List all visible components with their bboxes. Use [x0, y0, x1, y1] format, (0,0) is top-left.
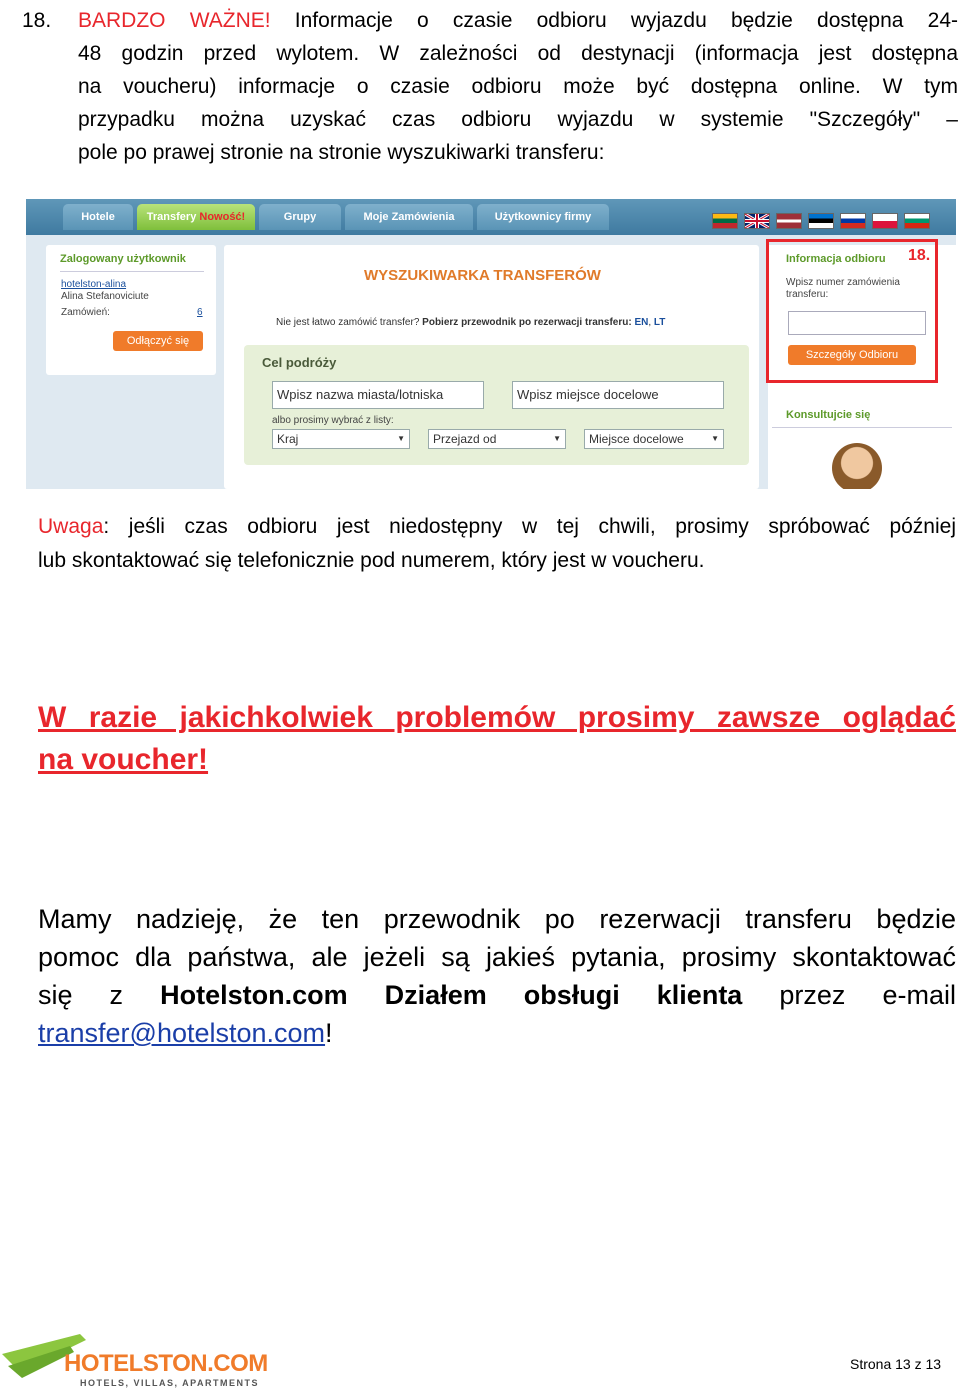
- tab-transfers[interactable]: Transfery Nowość!: [137, 204, 255, 230]
- flag-pl-icon[interactable]: [872, 213, 898, 229]
- consult-title: Konsultujcie się: [786, 409, 871, 421]
- from-select[interactable]: Przejazd od ▼: [428, 429, 566, 449]
- note-label: Uwaga: [38, 515, 104, 538]
- flag-ee-icon[interactable]: [808, 213, 834, 229]
- flag-ru-icon[interactable]: [840, 213, 866, 229]
- new-badge: Nowość!: [199, 211, 246, 223]
- tab-hotels[interactable]: Hotele: [63, 204, 133, 230]
- hotelston-logo: [0, 1332, 270, 1392]
- chevron-down-icon: ▼: [711, 434, 719, 443]
- country-select[interactable]: Kraj ▼: [272, 429, 410, 449]
- form-title: Cel podróży: [262, 355, 337, 370]
- step-line-3: na voucheru) informacje o czasie odbioru może być dostępna online. W tym: [78, 75, 958, 98]
- highlight-frame: [766, 239, 938, 383]
- search-panel: [224, 245, 759, 489]
- chevron-down-icon: ▼: [397, 434, 405, 443]
- closing-line-4: transfer@hotelston.com!: [38, 1018, 333, 1048]
- flag-bg-icon[interactable]: [904, 213, 930, 229]
- closing-line-2: pomoc dla państwa, ale jeżeli są jakieś pytania, prosimy skontaktować: [38, 942, 956, 972]
- user-full-name: Alina Stefanoviciute: [61, 291, 149, 302]
- tab-groups[interactable]: Grupy: [259, 204, 341, 230]
- step-line-5: pole po prawej stronie na stronie wyszukiwarki transferu:: [78, 141, 605, 164]
- logout-button[interactable]: Odłączyć się: [113, 331, 203, 351]
- step-marker: 18.: [908, 247, 931, 264]
- availability-note: [38, 510, 956, 578]
- support-email-link[interactable]: transfer@hotelston.com: [38, 1018, 326, 1048]
- tab-company-users[interactable]: Użytkownicy firmy: [477, 204, 609, 230]
- step-line-4: przypadku można uzyskać czas odbioru wyjazdu w systemie "Szczegóły" –: [78, 108, 958, 131]
- to-location-input[interactable]: Wpisz miejsce docelowe: [512, 381, 724, 409]
- flag-gb-icon[interactable]: [744, 213, 770, 229]
- flag-lv-icon[interactable]: [776, 213, 802, 229]
- step-line-2: 48 godzin przed wylotem. W zależności od destynacji (informacja jest dostępna: [78, 42, 958, 65]
- consultant-avatar: [832, 443, 882, 489]
- from-location-input[interactable]: Wpisz nazwa miasta/lotniska: [272, 381, 484, 409]
- warning-line-1: W razie jakichkolwiek problemów prosimy zawsze oglądać: [38, 701, 956, 734]
- destination-select[interactable]: Miejsce docelowe ▼: [584, 429, 724, 449]
- order-number-label: Wpisz numer zamówienia transferu:: [786, 277, 900, 300]
- nav-bar: [26, 199, 956, 235]
- help-link-text: Pobierz przewodnik po rezerwacji transferu:: [422, 317, 632, 328]
- username-link[interactable]: hotelston-alina: [61, 279, 127, 290]
- closing-paragraph: [38, 900, 956, 1052]
- flag-lt-icon[interactable]: [712, 213, 738, 229]
- voucher-warning: [38, 697, 956, 781]
- destination-form: [244, 345, 749, 465]
- step-line-1: BARDZO WAŻNE! Informacje o czasie odbioru wyjazdu będzie dostępna 24-: [78, 9, 958, 32]
- note-line-1: Uwaga: jeśli czas odbioru jest niedostępny w tej chwili, prosimy spróbować później: [38, 515, 956, 538]
- warning-line-2: na voucher!: [38, 743, 209, 776]
- transfer-search-screenshot: [26, 199, 956, 489]
- search-title: WYSZUKIWARKA TRANSFERÓW: [364, 267, 601, 284]
- choose-from-list-label: albo prosimy wybrać z listy:: [272, 415, 394, 426]
- guide-en-link[interactable]: EN: [634, 317, 649, 328]
- orders-count[interactable]: 6: [197, 307, 203, 318]
- page-number: Strona 13 z 13: [850, 1356, 942, 1372]
- pickup-info-title: Informacja odbioru: [786, 253, 886, 265]
- help-line: Nie jest łatwo zamówić transfer? Pobierz przewodnik po rezerwacji transferu: EN, LT: [276, 317, 666, 328]
- tab-my-orders[interactable]: Moje Zamówienia: [345, 204, 473, 230]
- closing-line-3: się z Hotelston.com Działem obsługi klienta przez e-mail: [38, 980, 956, 1010]
- pickup-details-button[interactable]: Szczegóły Odbioru: [788, 345, 916, 365]
- step-number: 18.: [22, 9, 52, 32]
- logo-text: HOTELSTON.COM: [64, 1350, 268, 1377]
- closing-line-1: Mamy nadzieję, że ten przewodnik po rezerwacji transferu będzie: [38, 904, 956, 934]
- logo-subtext: HOTELS, VILLAS, APARTMENTS: [80, 1378, 260, 1388]
- guide-lt-link[interactable]: LT: [653, 317, 666, 328]
- logged-user-title: Zalogowany użytkownik: [60, 253, 186, 265]
- orders-label: Zamówień:: [61, 307, 110, 318]
- important-label: BARDZO WAŻNE!: [78, 9, 271, 32]
- note-line-2: lub skontaktować się telefonicznie pod numerem, który jest w voucheru.: [38, 549, 705, 572]
- logged-user-panel: [46, 245, 216, 375]
- step-18-paragraph: [22, 4, 958, 169]
- chevron-down-icon: ▼: [553, 434, 561, 443]
